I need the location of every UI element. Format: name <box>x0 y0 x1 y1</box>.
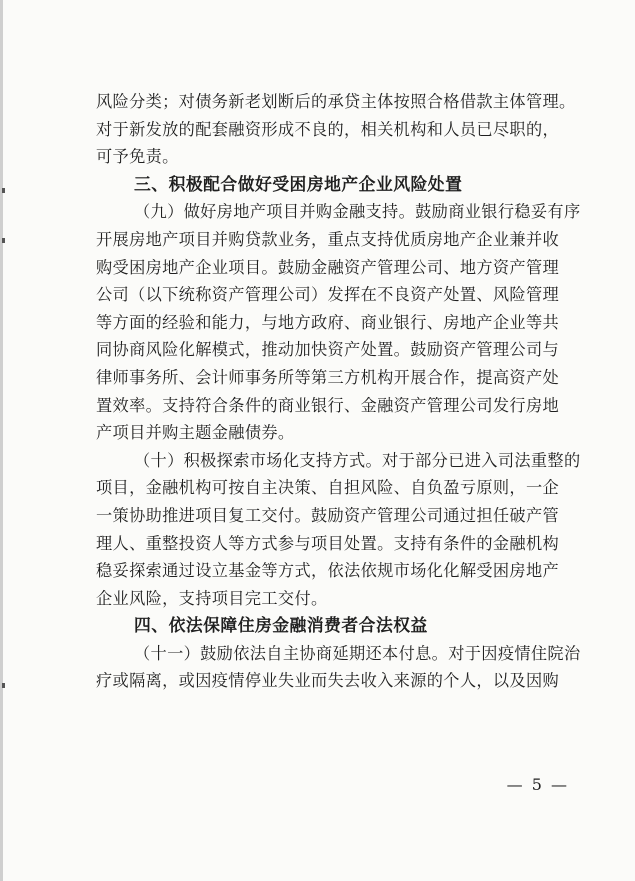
page-number: — 5 — <box>506 775 569 794</box>
text-line: 企业风险，支持项目完工交付。 <box>96 588 328 608</box>
text-line: 项目，金融机构可按自主决策、自担风险、自负盈亏原则，一企 <box>96 478 560 498</box>
page-left-edge <box>0 0 3 881</box>
text-line: 置效率。支持符合条件的商业银行、金融资产管理公司发行房地 <box>96 395 560 415</box>
text-line: 等方面的经验和能力，与地方政府、商业银行、房地产企业等共 <box>96 312 560 332</box>
text-line: （十一）鼓励依法自主协商延期还本付息。对于因疫情住院治 <box>134 643 581 663</box>
text-line: 对于新发放的配套融资形成不良的，相关机构和人员已尽职的， <box>96 119 560 139</box>
binding-mark <box>2 683 5 688</box>
text-line: （十）积极探索市场化支持方式。对于部分已进入司法重整的 <box>134 450 581 470</box>
text-line: 一策协助推进项目复工交付。鼓励资产管理公司通过担任破产管 <box>96 505 560 525</box>
text-line: 同协商风险化解模式，推动加快资产处置。鼓励资产管理公司与 <box>96 340 560 360</box>
text-line: 疗或隔离，或因疫情停业失业而失去收入来源的个人，以及因购 <box>96 671 560 691</box>
text-line: 购受困房地产企业项目。鼓励金融资产管理公司、地方资产管理 <box>96 257 560 277</box>
text-line: 律师事务所、会计师事务所等第三方机构开展合作，提高资产处 <box>96 367 560 387</box>
section-heading: 三、积极配合做好受困房地产企业风险处置 <box>134 173 463 194</box>
text-line: 稳妥探索通过设立基金等方式，依法依规市场化化解受困房地产 <box>96 561 560 581</box>
text-line: 理人、重整投资人等方式参与项目处置。支持有条件的金融机构 <box>96 533 560 553</box>
text-line: 开展房地产项目并购贷款业务，重点支持优质房地产企业兼并收 <box>96 229 560 249</box>
binding-mark <box>2 188 5 193</box>
document-body <box>96 88 581 695</box>
text-line: 公司（以下统称资产管理公司）发挥在不良资产处置、风险管理 <box>96 285 560 305</box>
text-line: 产项目并购主题金融债券。 <box>96 423 295 443</box>
binding-mark <box>2 238 5 243</box>
section-heading: 四、依法保障住房金融消费者合法权益 <box>134 615 428 636</box>
text-line: 风险分类；对债务新老划断后的承贷主体按照合格借款主体管理。 <box>96 92 576 111</box>
text-line: 可予免责。 <box>96 147 179 167</box>
text-line: （九）做好房地产项目并购金融支持。鼓励商业银行稳妥有序 <box>134 202 581 222</box>
